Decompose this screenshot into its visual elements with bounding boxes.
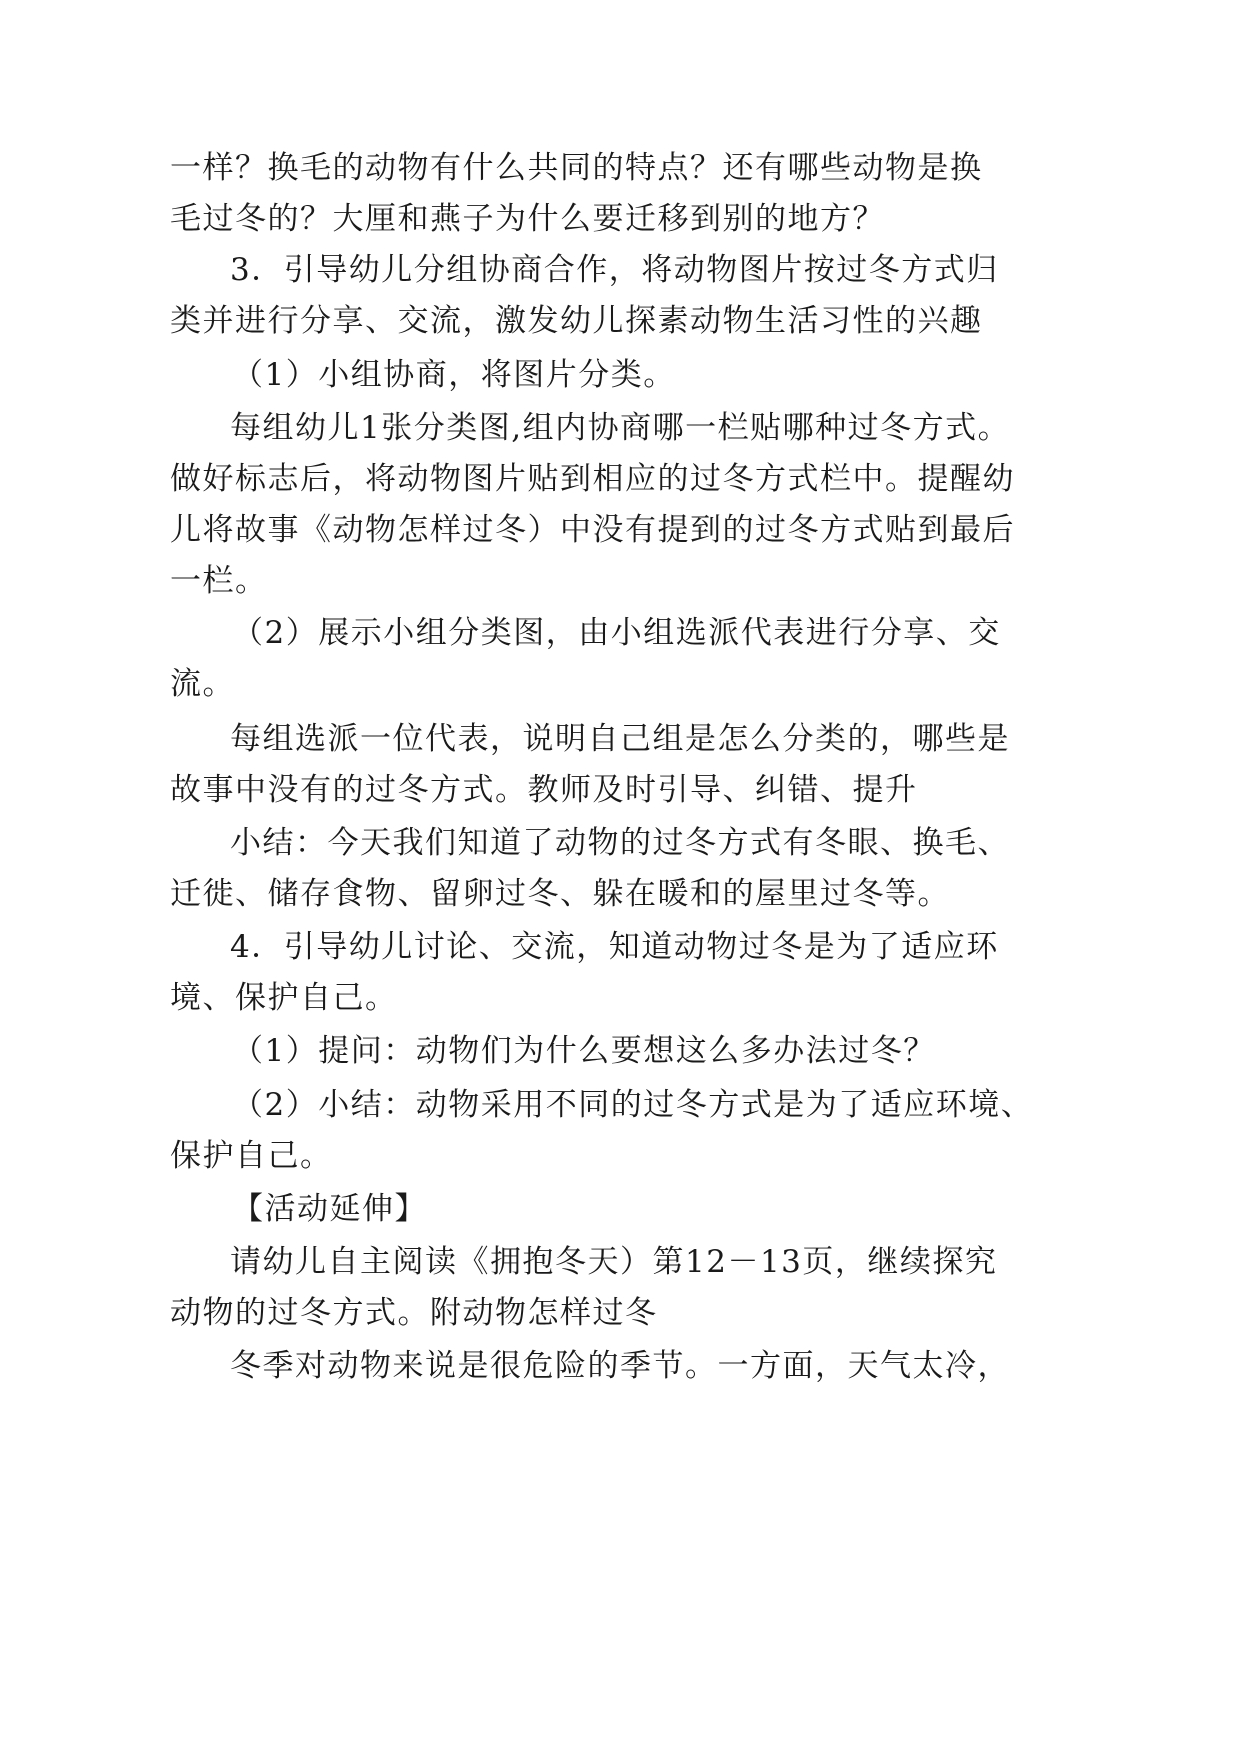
text-line: 动物的过冬方式。附动物怎样过冬 bbox=[170, 1295, 658, 1331]
text-line: 类并进行分享、交流，激发幼儿探素动物生活习性的兴趣 bbox=[170, 303, 983, 339]
text-line: 一样？换毛的动物有什么共同的特点？还有哪些动物是换 bbox=[170, 150, 983, 186]
text-line: 3．引导幼儿分组协商合作，将动物图片按过冬方式归 bbox=[230, 252, 999, 288]
text-line: 流。 bbox=[170, 666, 235, 702]
text-line: 保护自己。 bbox=[170, 1138, 333, 1174]
text-line: （1）提问：动物们为什么要想这么多办法过冬？ bbox=[232, 1033, 936, 1069]
text-line: 一栏。 bbox=[170, 563, 268, 599]
text-line: 每组幼儿1张分类图,组内协商哪一栏贴哪种过冬方式。 bbox=[230, 410, 1011, 446]
text-line: 请幼儿自主阅读《拥抱冬天）第12－13页，继续探究 bbox=[230, 1244, 998, 1280]
section-heading: 【活动延伸】 bbox=[232, 1191, 427, 1227]
text-line: 小结：今天我们知道了动物的过冬方式有冬眼、换毛、 bbox=[230, 825, 1010, 861]
text-line: 做好标志后，将动物图片贴到相应的过冬方式栏中。提醒幼 bbox=[170, 461, 1015, 497]
text-line: （2）小结：动物采用不同的过冬方式是为了适应环境、 bbox=[232, 1087, 1034, 1123]
text-line: （1）小组协商，将图片分类。 bbox=[232, 357, 676, 393]
text-line: 冬季对动物来说是很危险的季节。一方面，天气太冷， bbox=[230, 1348, 1010, 1384]
text-line: 毛过冬的？大厘和燕子为什么要迁移到别的地方？ bbox=[170, 201, 885, 237]
text-line: 每组选派一位代表，说明自己组是怎么分类的，哪些是 bbox=[230, 721, 1010, 757]
text-line: 故事中没有的过冬方式。教师及时引导、纠错、提升 bbox=[170, 772, 918, 808]
text-line: 儿将故事《动物怎样过冬）中没有提到的过冬方式贴到最后 bbox=[170, 512, 1015, 548]
text-line: 境、保护自己。 bbox=[170, 980, 398, 1016]
text-line: （2）展示小组分类图，由小组选派代表进行分享、交 bbox=[232, 615, 1001, 651]
text-line: 4．引导幼儿讨论、交流，知道动物过冬是为了适应环 bbox=[230, 929, 999, 965]
text-line: 迁徙、储存食物、留卵过冬、躲在暖和的屋里过冬等。 bbox=[170, 876, 950, 912]
